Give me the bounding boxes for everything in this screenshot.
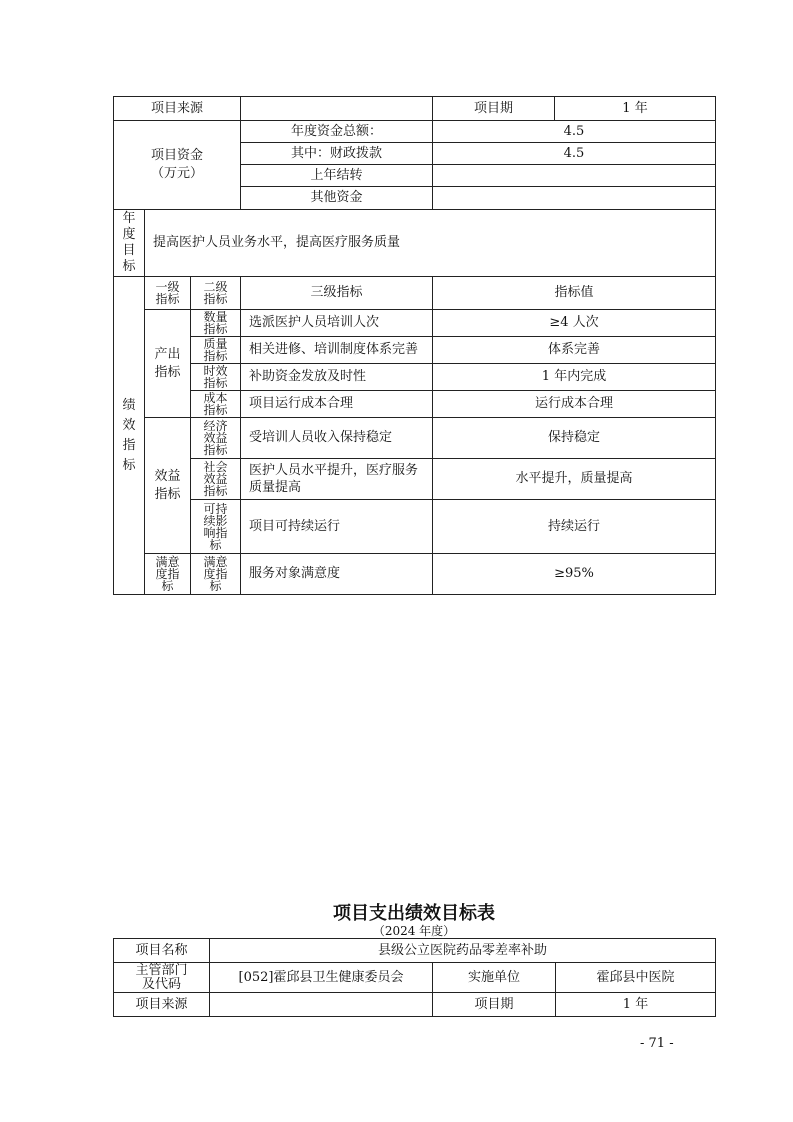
unit-label: 实施单位 [433,963,556,993]
output-value-quantity: ≥4 人次 [433,310,716,337]
source-label: 项目来源 [114,97,241,121]
benefit-l3-social: 医护人员水平提升，医疗服务 质量提高 [241,459,433,500]
funds-carryover-value [433,165,716,187]
output-l2-timeliness: 时效 指标 [191,364,241,391]
satisfaction-l2: 满意 度指 标 [191,554,241,595]
doc-title: 项目支出绩效目标表 [333,903,495,924]
funds-other-value [433,187,716,210]
funds-other-label: 其他资金 [241,187,433,210]
output-value-quality: 体系完善 [433,337,716,364]
benefit-value-economic: 保持稳定 [433,418,716,459]
output-label: 产出 指标 [145,310,191,418]
funds-fiscal-label: 其中：财政拨款 [241,143,433,165]
benefit-value-sustainable: 持续运行 [433,500,716,554]
period-value: 1 年 [555,97,716,121]
output-l2-cost: 成本 指标 [191,391,241,418]
satisfaction-value: ≥95% [433,554,716,595]
annual-goal-label-text: 年度目标 [122,211,136,274]
name-label: 项目名称 [114,939,210,963]
page-number: - 71 - [640,1036,674,1051]
output-l2-quantity: 数量 指标 [191,310,241,337]
benefit-l2-economic: 经济 效益 指标 [191,418,241,459]
output-l3-quality: 相关进修、培训制度体系完善 [241,337,433,364]
funds-carryover-label: 上年结转 [241,165,433,187]
header-value: 指标值 [433,277,716,310]
benefit-l3-economic: 受培训人员收入保持稳定 [241,418,433,459]
output-value-timeliness: 1 年内完成 [433,364,716,391]
name-value: 县级公立医院药品零差率补助 [210,939,716,963]
project-table-continued [113,96,716,595]
doc-subtitle: （2024 年度） [372,924,456,938]
source-value [241,97,433,121]
output-l3-quantity: 选派医护人员培训人次 [241,310,433,337]
period-value-2: 1 年 [556,993,716,1017]
output-l3-timeliness: 补助资金发放及时性 [241,364,433,391]
funds-total-value: 4.5 [433,121,716,143]
benefit-value-social: 水平提升，质量提高 [433,459,716,500]
benefit-label: 效益 指标 [145,418,191,554]
funds-fiscal-value: 4.5 [433,143,716,165]
dept-label: 主管部门 及代码 [114,963,210,993]
output-value-cost: 运行成本合理 [433,391,716,418]
source-value-2 [210,993,433,1017]
funds-total-label: 年度资金总额： [241,121,433,143]
output-l3-cost: 项目运行成本合理 [241,391,433,418]
satisfaction-l1: 满意 度指 标 [145,554,191,595]
perf-label [114,277,145,595]
unit-value: 霍邱县中医院 [556,963,716,993]
header-l1: 一级 指标 [145,277,191,310]
dept-value: [052]霍邱县卫生健康委员会 [210,963,433,993]
period-label-2: 项目期 [433,993,556,1017]
benefit-l3-sustainable: 项目可持续运行 [241,500,433,554]
benefit-l2-sustainable: 可持 续影 响指 标 [191,500,241,554]
satisfaction-l3: 服务对象满意度 [241,554,433,595]
annual-goal-value: 提高医护人员业务水平，提高医疗服务质量 [145,210,716,277]
header-l3: 三级指标 [241,277,433,310]
period-label: 项目期 [433,97,555,121]
annual-goal-label [114,210,145,277]
output-l2-quality: 质量 指标 [191,337,241,364]
funds-label: 项目资金 （万元） [114,121,241,210]
source-label-2: 项目来源 [114,993,210,1017]
perf-label-text: 绩效指标 [122,397,136,473]
benefit-l2-social: 社会 效益 指标 [191,459,241,500]
project-table-new [113,938,716,1017]
header-l2: 二级 指标 [191,277,241,310]
